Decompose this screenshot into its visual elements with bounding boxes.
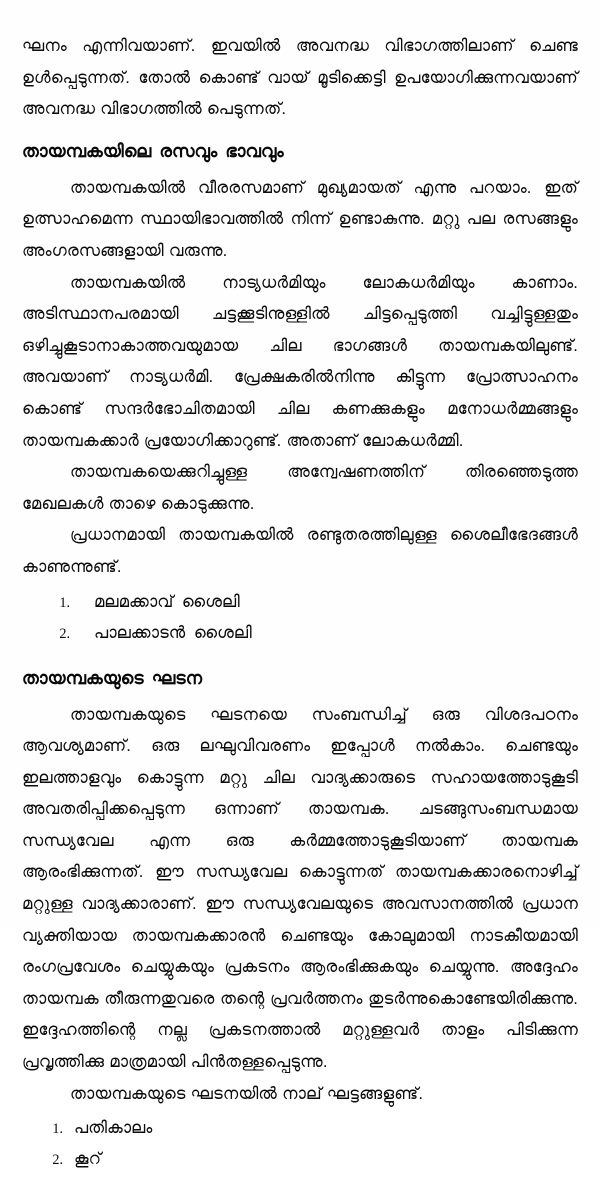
list-item-label: കൂറ് <box>74 1149 102 1169</box>
page-content <box>22 30 578 1177</box>
paragraph-research-areas: തായമ്പകയെക്കുറിച്ചുള്ള അന്വേഷണത്തിന് തിരഞ്ഞെടുത്ത മേഖലകള്‍ താഴെ കൊടുക്കുന്നു. <box>22 462 578 513</box>
paragraph-continued-top: ഘനം എന്നിവയാണ്. ഇവയില്‍ അവനദ്ധ വിഭാഗത്തിലാണ് ചെണ്ട ഉള്‍പ്പെടുന്നത്. തോല്‍ കൊണ്ട് വായ് മൂടിക്കെട്ടി ഉപയോഗിക്കുന്നവയാണ് അവനദ്ധ വിഭാഗത്തില്‍ പെടുന്നത്. <box>22 36 578 119</box>
list-item-number: 1. <box>52 1121 63 1138</box>
paragraph-natyadharmi-lokadharmi: തായമ്പകയില്‍ നാട്യധര്‍മിയും ലോകധര്‍മിയും കാണാം. അടിസ്ഥാനപരമായി ചട്ടക്കൂടിനുള്ളില്‍ ചിട്ടപ്പെടുത്തി വച്ചിട്ടുള്ളതും ഒഴിച്ചുകൂടാനാകാത്തവയുമായ ചില ഭാഗങ്ങള്‍ തായമ്പകയിലുണ്ട്. അവയാണ് നാട്യധര്‍മി. പ്രേക്ഷകരില്‍നിന്നു കിട്ടുന്ന പ്രോത്സാഹനം കൊണ്ട് സന്ദര്‍ഭോചിതമായി ചില കണക്കുകളും മനോധര്‍മ്മങ്ങളും തായമ്പകക്കാര്‍ പ്രയോഗിക്കാറുണ്ട്. അതാണ് ലോകധര്‍മ്മി. <box>22 272 578 450</box>
list-item <box>47 1144 578 1175</box>
section-heading-ghadana: തായമ്പകയുടെ ഘടന <box>22 667 203 688</box>
list-item-number: 2. <box>59 625 70 642</box>
list-item <box>47 1113 578 1144</box>
styles-list <box>22 587 578 649</box>
paragraph-structure-description: തായമ്പകയുടെ ഘടനയെ സംബന്ധിച്ച് ഒരു വിശദപഠനം ആവശ്യമാണ്. ഒരു ലഘുവിവരണം ഇപ്പോള്‍ നല്‍കാം. ചെണ്ടയും ഇലത്താളവും കൊട്ടുന്ന മറ്റു ചില വാദ്യക്കാരുടെ സഹായത്തോടുകൂടി അവതരിപ്പിക്കപ്പെടുന്ന ഒന്നാണ് തായമ്പക. ചടങ്ങുസംബന്ധമായ സന്ധ്യവേല എന്ന ഒരു കര്‍മ്മത്തോടുകൂടിയാണ് തായമ്പക ആരംഭിക്കുന്നത്. ഈ സന്ധ്യവേല കൊട്ടുന്നത് തായമ്പകക്കാരനൊഴിച്ച് മറ്റുള്ള വാദ്യക്കാരാണ്. ഈ സന്ധ്യവേലയുടെ അവസാനത്തില്‍ പ്രധാന വ്യക്തിയായ തായമ്പകക്കാരന്‍ ചെണ്ടയും കോലുമായി നാടകീയമായി രംഗപ്രവേശം ചെയ്യുകയും പ്രകടനം ആരംഭിക്കുകയും ചെയ്യുന്നു. അദ്ദേഹം തായമ്പക തീരുന്നതുവരെ തന്റെ പ്രവര്‍ത്തനം തുടര്‍ന്നുകൊണ്ടേയിരിക്കുന്നു. ഇദ്ദേഹത്തിന്റെ നല്ല പ്രകടനത്താല്‍ മറ്റുള്ളവര്‍ താളം പിടിക്കുന്ന പ്രവൃത്തിക്കു മാത്രമായി പിന്‍തള്ളപ്പെടുന്നു. <box>22 704 578 1072</box>
paragraph-rasam: തായമ്പകയില്‍ വീരരസമാണ് മുഖ്യമായത് എന്നു പറയാം. ഇത് ഉത്സാഹമെന്ന സ്ഥായിഭാവത്തില്‍ നിന്ന് ഉണ്ടാകുന്നു. മറ്റു പല രസങ്ങളും അംഗരസങ്ങളായി വരുന്നു. <box>22 177 578 260</box>
list-item-label: മലമക്കാവ് ശൈലി <box>94 591 240 611</box>
list-item-label: പതികാലം <box>74 1118 153 1138</box>
list-item-label: പാലക്കാടന്‍ ശൈലി <box>94 622 252 642</box>
list-item <box>50 587 578 618</box>
list-item-number: 1. <box>59 594 70 611</box>
section-heading-rasam-bhavam: തായമ്പകയിലെ രസവും ഭാവവും <box>22 140 284 161</box>
paragraph-four-stages-intro: തായമ്പകയുടെ ഘടനയില്‍ നാല് ഘട്ടങ്ങളുണ്ട്. <box>70 1083 424 1103</box>
list-item-number: 2. <box>52 1152 63 1169</box>
paragraph-styles-intro: പ്രധാനമായി തായമ്പകയില്‍ രണ്ടുതരത്തിലുള്ള ശൈലീഭേദങ്ങള്‍ കാണുന്നുണ്ട്. <box>22 525 578 576</box>
list-item <box>50 618 578 649</box>
stages-list <box>22 1113 578 1175</box>
